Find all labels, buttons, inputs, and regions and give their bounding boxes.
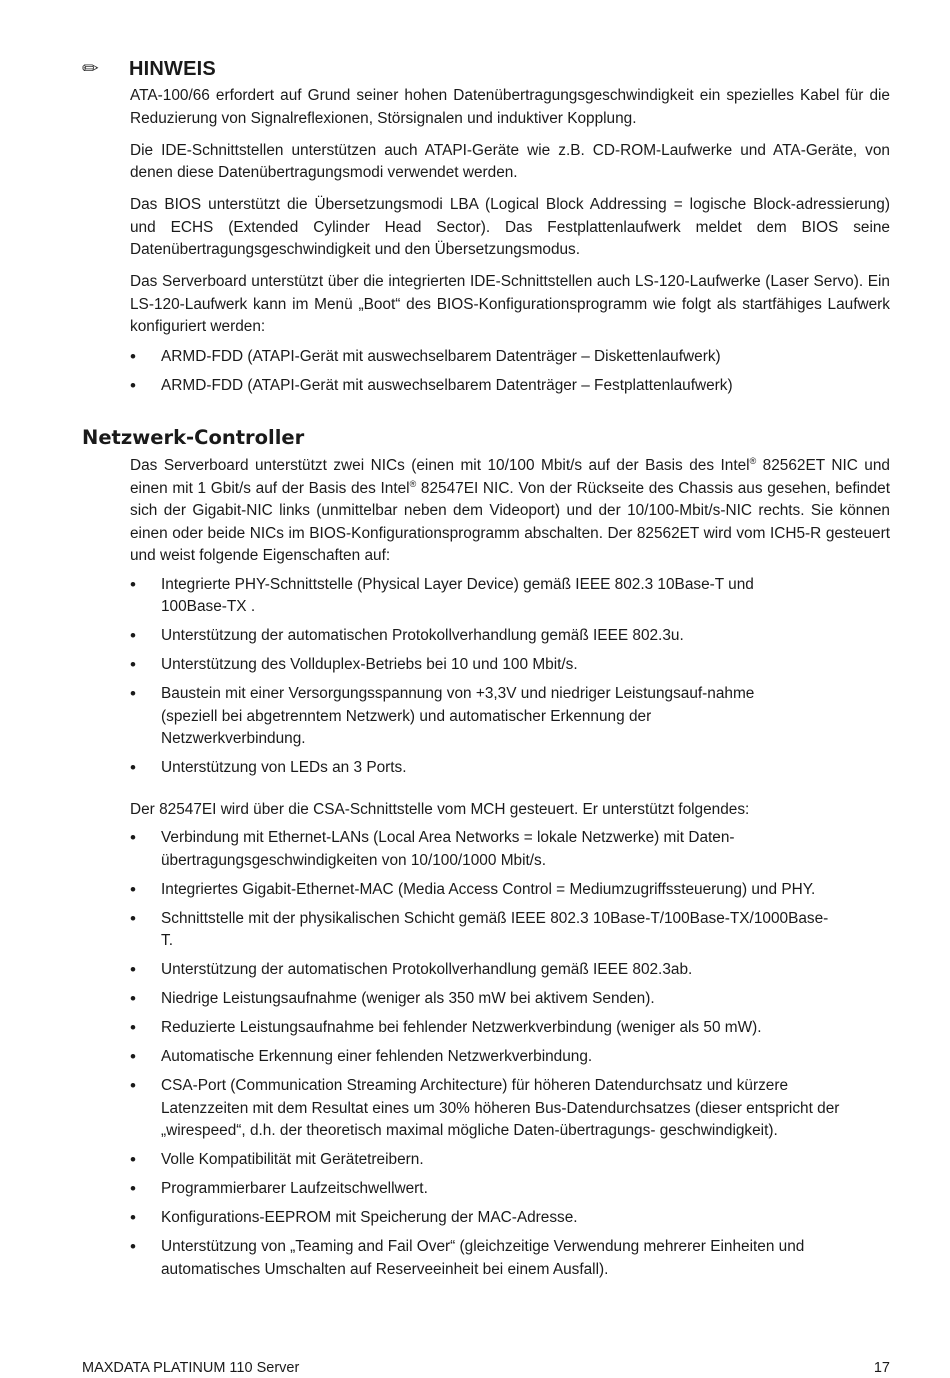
registered-mark: ® (409, 478, 417, 489)
list-item: • Konfigurations-EEPROM mit Speicherung der MAC-Adresse. (130, 1207, 840, 1230)
list-item: • CSA-Port (Communication Streaming Architecture) für höheren Datendurchsatz und kürzere Latenzzeiten mit dem Resultat eines um 30% höheren Bus-Datendurchsatzes (dieser entspricht der „wirespeed“, d.h. der theoretisch maximal mögliche Daten-übertragungs- geschwindigkeit). (130, 1075, 840, 1143)
list-item: • Integrierte PHY-Schnittstelle (Physical Layer Device) gemäß IEEE 802.3 10Base-T und 100Base-TX . (130, 574, 790, 619)
note-paragraph: Das BIOS unterstützt die Übersetzungsmodi LBA (Logical Block Addressing = logische Block-adressierung) und ECHS (Extended Cylinder Head Sector). Das Festplattenlaufwerk meldet dem BIOS seine Datenübertragungsgeschwindigkeit und den Übersetzungsmodus. (130, 196, 890, 258)
list-item: • Unterstützung des Vollduplex-Betriebs bei 10 und 100 Mbit/s. (130, 654, 790, 677)
footer-page-number: 17 (873, 1360, 890, 1376)
list-item: • Automatische Erkennung einer fehlenden Netzwerkverbindung. (130, 1046, 840, 1069)
intro-text: Das Serverboard unterstützt zwei NICs (einen mit 10/100 Mbit/s auf der Basis des Intel (130, 457, 750, 474)
list-item: • Unterstützung der automatischen Protokollverhandlung gemäß IEEE 802.3ab. (130, 959, 840, 982)
nic1-feature-list (130, 574, 790, 780)
footer-product: MAXDATA PLATINUM 110 Server (82, 1360, 300, 1376)
list-item: • Baustein mit einer Versorgungsspannung von +3,3V und niedriger Leistungsauf-nahme (speziell bei abgetrenntem Netzwerk) und automatischer Erkennung der Netzwerkverbindung. (130, 683, 790, 751)
note-paragraph: Das Serverboard unterstützt über die integrierten IDE-Schnittstellen auch LS-120-Laufwerke (Laser Servo). Ein LS-120-Laufwerk kann im Menü „Boot“ des BIOS-Konfigurationsprogramm wie folgt als startfähiges Laufwerk konfiguriert werden: (130, 273, 890, 335)
list-item: • Unterstützung von LEDs an 3 Ports. (130, 757, 790, 780)
section-body (130, 455, 890, 1281)
intro-text: 82562ET NIC und einen mit 1 Gbit/s auf der Basis des Intel (130, 457, 890, 497)
nic2-feature-list (130, 827, 840, 1281)
list-item: • ARMD-FDD (ATAPI-Gerät mit auswechselbarem Datenträger – Festplattenlaufwerk) (130, 375, 890, 398)
section-intro (130, 455, 890, 568)
intro-text: 82547EI NIC. Von der Rückseite des Chassis aus gesehen, befindet sich der Gigabit-NIC links (unmittelbar neben dem Videoport) und der 10/100-Mbit/s-NIC rechts. Sie können einen oder beide NICs im BIOS-Konfigurationsprogramm abschalten. Der 82562ET wird vom ICH5-R gesteuert und weist folgende Eigenschaften auf: (130, 479, 890, 564)
registered-mark: ® (749, 455, 757, 466)
note-paragraph: ATA-100/66 erfordert auf Grund seiner hohen Datenübertragungsgeschwindigkeit ein spezielles Kabel für die Reduzierung von Signalreflexionen, Störsignalen und induktiver Kopplung. (130, 87, 890, 127)
list-item: • Niedrige Leistungsaufnahme (weniger als 350 mW bei aktivem Senden). (130, 988, 840, 1011)
note-title: HINWEIS (129, 58, 216, 80)
list-item: • Verbindung mit Ethernet-LANs (Local Area Networks = lokale Netzwerke) mit Daten-übertragungsgeschwindigkeiten von 10/100/1000 Mbit/s. (130, 827, 840, 872)
note-bullet-list (130, 346, 890, 398)
list-item: • Unterstützung der automatischen Protokollverhandlung gemäß IEEE 802.3u. (130, 625, 790, 648)
note-paragraph: Die IDE-Schnittstellen unterstützen auch ATAPI-Geräte wie z.B. CD-ROM-Laufwerke und ATA-Geräte, von denen diese Datenübertragungsmodi verwendet werden. (130, 141, 890, 181)
section-heading: Netzwerk-Controller (82, 426, 305, 449)
list-item: • Integriertes Gigabit-Ethernet-MAC (Media Access Control = Mediumzugriffssteuerung) und PHY. (130, 879, 840, 902)
second-intro: Der 82547EI wird über die CSA-Schnittstelle vom MCH gesteuert. Er unterstützt folgendes: (130, 800, 750, 818)
list-item: • Unterstützung von „Teaming and Fail Over“ (gleichzeitige Verwendung mehrerer Einheiten und automatisches Umschalten auf Reserveeinheit bei einem Ausfall). (130, 1236, 840, 1281)
list-item: • Reduzierte Leistungsaufnahme bei fehlender Netzwerkverbindung (weniger als 50 mW). (130, 1017, 840, 1040)
note-body (130, 85, 890, 397)
list-item: • Volle Kompatibilität mit Gerätetreibern. (130, 1149, 840, 1172)
list-item: • ARMD-FDD (ATAPI-Gerät mit auswechselbarem Datenträger – Diskettenlaufwerk) (130, 346, 890, 369)
pencil-icon: ✏ (82, 58, 99, 80)
list-item: • Programmierbarer Laufzeitschwellwert. (130, 1178, 840, 1201)
list-item: • Schnittstelle mit der physikalischen Schicht gemäß IEEE 802.3 10Base-T/100Base-TX/1000Base-T. (130, 908, 840, 953)
